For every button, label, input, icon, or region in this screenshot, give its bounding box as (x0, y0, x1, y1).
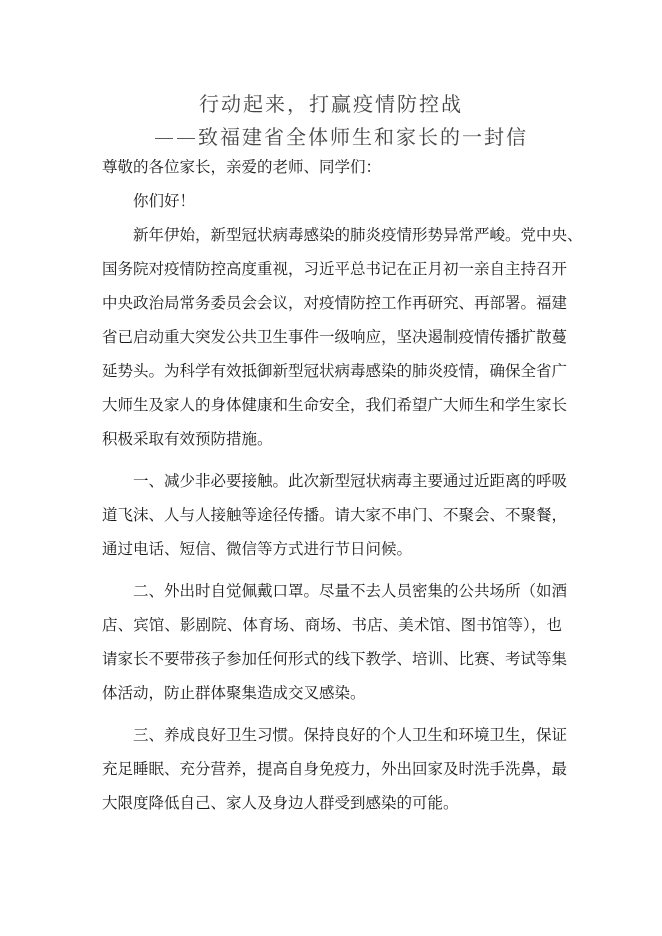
text-line: 通过电话、短信、微信等方式进行节日问候。 (102, 540, 413, 558)
text-line: 你们好！ (133, 192, 196, 210)
text-line: 积极采取有效预防措施。 (102, 430, 273, 448)
greeting (102, 188, 562, 222)
text-line: 尊敬的各位家长，亲爱的老师、同学们： (102, 158, 382, 176)
text-line: 大师生及家人的身体健康和生命安全，我们希望广大师生和学生家长 (102, 396, 568, 414)
text-line: 店、宾馆、影剧院、体育场、商场、书店、美术馆、图书馆等），也 (102, 616, 562, 634)
paragraph (102, 578, 568, 714)
text-line: 国务院对疫情防控高度重视，习近平总书记在正月初一亲自主持召开 (102, 260, 568, 278)
text-line: 省已启动重大突发公共卫生事件一级响应，坚决遏制疫情传播扩散蔓 (102, 328, 568, 346)
text-line: 请家长不要带孩子参加任何形式的线下教学、培训、比赛、考试等集 (102, 650, 568, 668)
text-line: 大限度降低自己、家人及身边人群受到感染的可能。 (102, 794, 459, 812)
paragraph (102, 468, 568, 570)
text-line: 道飞沫、人与人接触等途径传播。请大家不串门、不聚会、不聚餐， (102, 506, 568, 524)
text-line: 中央政治局常务委员会会议，对疫情防控工作再研究、再部署。福建 (102, 294, 568, 312)
text-line: 一、减少非必要接触。此次新型冠状病毒主要通过近距离的呼吸 (133, 472, 568, 490)
paragraph (102, 722, 568, 824)
text-line: 新年伊始，新型冠状病毒感染的肺炎疫情形势异常严峻。党中央、 (133, 226, 583, 244)
letter-body (102, 154, 583, 832)
text-line: 延势头。为科学有效抵御新型冠状病毒感染的肺炎疫情，确保全省广 (102, 362, 568, 380)
paragraph (102, 222, 583, 460)
text-line: 三、养成良好卫生习惯。保持良好的个人卫生和环境卫生，保证 (133, 726, 568, 744)
letter-title: 行动起来，打赢疫情防控战 (199, 92, 463, 116)
letter-subtitle: ——致福建省全体师生和家长的一封信 (154, 125, 528, 149)
text-line: 体活动，防止群体聚集造成交叉感染。 (102, 684, 366, 702)
text-line: 充足睡眠、充分营养，提高自身免疫力，外出回家及时洗手洗鼻，最 (102, 760, 568, 778)
salutation (102, 154, 562, 188)
text-line: 二、外出时自觉佩戴口罩。尽量不去人员密集的公共场所（如酒 (133, 582, 568, 600)
